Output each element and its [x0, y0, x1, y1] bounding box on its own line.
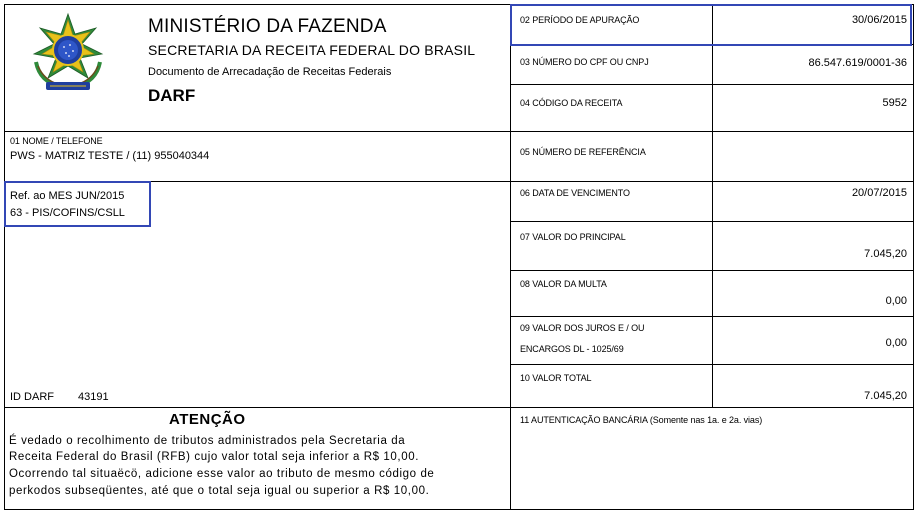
form-name: DARF	[148, 86, 196, 105]
name-value: PWS - MATRIZ TESTE / (11) 955040344	[10, 150, 210, 162]
field-value-principal: 7.045,20	[864, 248, 907, 260]
field-label-total: 10 VALOR TOTAL	[520, 373, 592, 383]
attention-line-1: É vedado o recolhimento de tributos administrados pela Secretaria da	[9, 435, 406, 447]
attention-divider	[4, 407, 914, 408]
reference-line-1: Ref. ao MES JUN/2015	[10, 190, 125, 202]
row-divider	[510, 270, 914, 271]
brazil-coat-of-arms-icon	[30, 12, 106, 94]
reference-line-2: 63 - PIS/COFINS/CSLL	[10, 207, 125, 219]
field-label-revenue-code: 04 CÓDIGO DA RECEITA	[520, 98, 623, 108]
field-label-principal: 07 VALOR DO PRINCIPAL	[520, 232, 626, 242]
attention-line-4: perkodos subseqüentes, até que o total seja igual ou superior a R$ 10,00.	[9, 485, 430, 497]
field-label-interest-2: ENCARGOS DL - 1025/69	[520, 344, 624, 354]
id-darf-value: 43191	[78, 391, 109, 403]
row-divider	[510, 221, 914, 222]
ministry-title: MINISTÉRIO DA FAZENDA	[148, 16, 387, 37]
row-divider	[510, 316, 914, 317]
document-subtitle: Documento de Arrecadação de Receitas Federais	[148, 66, 392, 78]
row-divider	[510, 364, 914, 365]
field-value-due-date: 20/07/2015	[851, 187, 907, 199]
field-value-period: 30/06/2015	[851, 14, 907, 26]
field-value-revenue-code: 5952	[882, 97, 907, 109]
field-label-due-date: 06 DATA DE VENCIMENTO	[520, 188, 630, 198]
field-value-fine: 0,00	[885, 295, 907, 307]
field-label-interest: 09 VALOR DOS JUROS E / OU	[520, 323, 645, 333]
attention-line-2: Receita Federal do Brasil (RFB) cujo valor total seja inferior a R$ 10,00.	[9, 451, 420, 463]
row-divider	[510, 131, 914, 132]
row-divider	[510, 181, 914, 182]
value-column-divider	[712, 4, 713, 407]
field-label-bank-authentication: 11 AUTENTICAÇÃO BANCÁRIA (Somente nas 1a. e 2a. vias)	[520, 415, 763, 425]
field-label-fine: 08 VALOR DA MULTA	[520, 279, 607, 289]
row-divider	[510, 84, 914, 85]
header-divider	[4, 131, 510, 132]
attention-title: ATENÇÃO	[169, 411, 246, 428]
field-value-cnpj: 86.547.619/0001-36	[808, 57, 907, 69]
id-darf-label: ID DARF	[10, 391, 54, 403]
reference-highlight	[4, 181, 151, 227]
field-label-period: 02 PERÍODO DE APURAÇÃO	[520, 15, 640, 25]
field-value-interest: 0,00	[885, 337, 907, 349]
name-label: 01 NOME / TELEFONE	[10, 136, 103, 146]
attention-line-3: Ocorrendo tal situaëcö, adicione esse valor ao tributo de mesmo código de	[9, 468, 435, 480]
field-value-total: 7.045,20	[864, 390, 907, 402]
field-label-cnpj: 03 NÚMERO DO CPF OU CNPJ	[520, 57, 649, 67]
column-divider	[510, 4, 511, 510]
secretariat-title: SECRETARIA DA RECEITA FEDERAL DO BRASIL	[148, 42, 476, 58]
field-label-reference-number: 05 NÚMERO DE REFERÊNCIA	[520, 147, 646, 157]
